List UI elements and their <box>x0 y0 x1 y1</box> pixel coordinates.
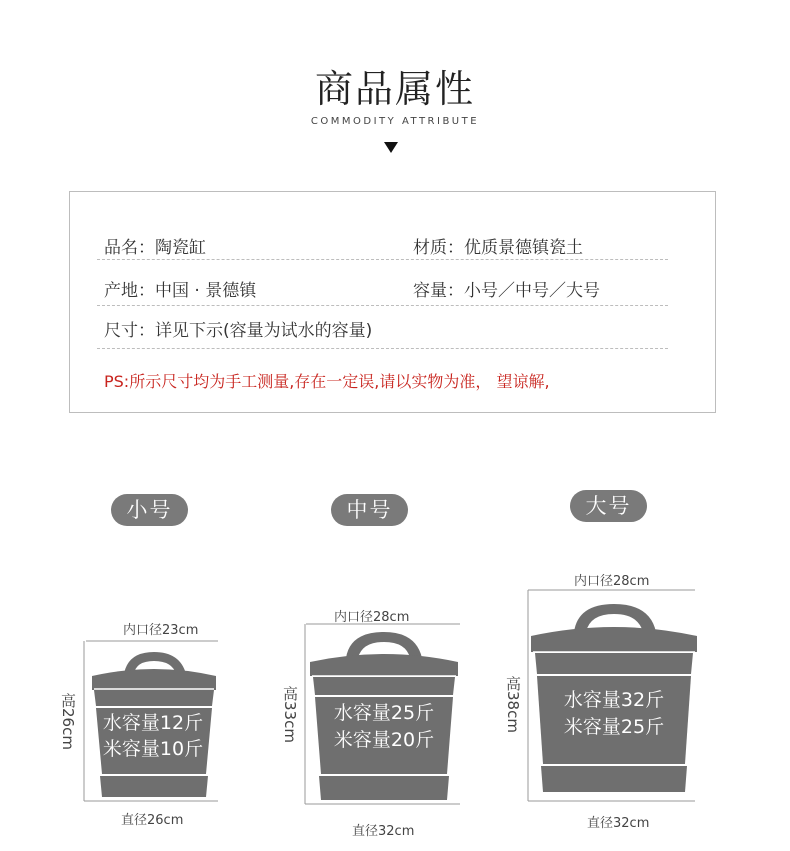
size-tab-small: 小号 <box>111 494 188 526</box>
section-title: 商品属性 <box>314 67 475 111</box>
attr-name: 品名：陶瓷缸 <box>104 238 206 258</box>
medium-rice-capacity: 米容量20斤 <box>333 729 435 751</box>
large-base-diameter: 直径32cm <box>587 816 650 831</box>
attr-size: 尺寸：详见下示(容量为试水的容量) <box>104 321 373 341</box>
section-subtitle: COMMODITY ATTRIBUTE <box>310 116 480 127</box>
large-rice-capacity: 米容量25斤 <box>563 716 665 738</box>
attr-note: PS:所示尺寸均为手工测量,存在一定误,请以实物为准， 望谅解, <box>104 372 550 391</box>
small-height: 高26cm <box>59 693 77 750</box>
small-mouth-diameter: 内口径23cm <box>123 623 199 638</box>
large-water-capacity: 水容量32斤 <box>563 689 665 711</box>
attr-origin: 产地：中国 · 景德镇 <box>104 281 257 301</box>
medium-height: 高33cm <box>281 686 299 743</box>
medium-water-capacity: 水容量25斤 <box>333 702 435 724</box>
size-tab-large: 大号 <box>570 490 647 522</box>
medium-mouth-diameter: 内口径28cm <box>334 610 410 625</box>
size-tab-medium: 中号 <box>331 494 408 526</box>
small-water-capacity: 水容量12斤 <box>102 712 204 734</box>
attr-capacity: 容量：小号／中号／大号 <box>413 281 600 301</box>
large-mouth-diameter: 内口径28cm <box>574 574 650 589</box>
small-base-diameter: 直径26cm <box>121 813 184 828</box>
attr-material: 材质：优质景德镇瓷土 <box>413 238 583 258</box>
medium-base-diameter: 直径32cm <box>352 824 415 839</box>
small-rice-capacity: 米容量10斤 <box>102 738 204 760</box>
large-height: 高38cm <box>504 676 522 733</box>
